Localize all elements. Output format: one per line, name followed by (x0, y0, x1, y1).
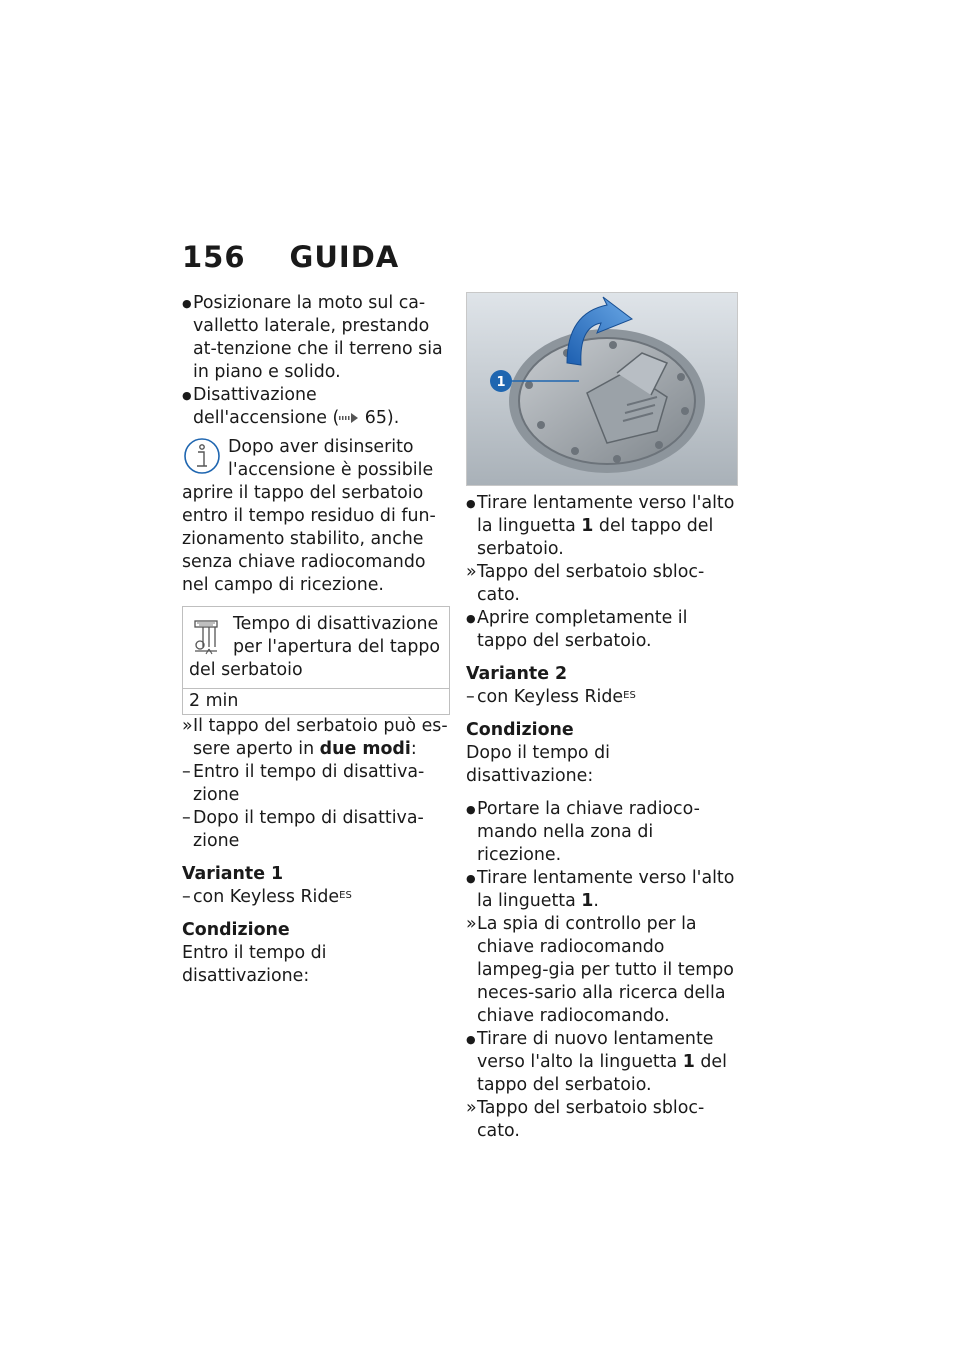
bullet-marker: ● (466, 497, 476, 510)
spacer (466, 788, 740, 798)
page-header (182, 240, 399, 274)
bullet-marker: ● (466, 803, 476, 816)
bullet-marker: ● (466, 612, 476, 625)
result-item: » Tappo del serbatoio sbloc-cato. (466, 562, 705, 605)
dash-item: – Dopo il tempo di disattiva-zione (182, 808, 424, 851)
variant-heading: Variante 1 (182, 864, 284, 884)
list-item: ● Tirare di nuovo lentamente verso l'alto la linguetta 1 del tappo del serbatoio. (466, 1029, 727, 1095)
variant-heading: Variante 2 (466, 664, 568, 684)
note-text: Dopo aver disinserito l'accensione è possibile aprire il tappo del serbatoio entro il tempo residuo di fun-zionamento stabilito, anche senza chiave radiocomando nel campo di ricezione. (182, 437, 436, 595)
result-item: » La spia di controllo per la chiave radiocomando lampeg-gia per tutto il tempo neces-sario alla ricerca della chiave radiocomando. (466, 914, 734, 1026)
bullet-marker: ● (466, 872, 476, 885)
spec-table (182, 606, 450, 715)
right-column (466, 292, 740, 1143)
section-title: GUIDA (289, 240, 400, 274)
result-marker: » (466, 562, 477, 582)
list-item: ● Disattivazione dell'accensione ( 65). (182, 385, 400, 428)
condition-heading: Condizione (182, 920, 290, 940)
page-number: 156 (182, 240, 246, 274)
result-marker: » (466, 1098, 477, 1118)
list-item: ● Tirare lentamente verso l'alto la linguetta 1. (466, 868, 735, 911)
condition-text: Entro il tempo di disattivazione: (182, 943, 327, 986)
dash-marker: – (182, 887, 191, 907)
info-icon (182, 436, 220, 476)
bullet-marker: ● (182, 389, 192, 402)
fuel-timer-icon (189, 613, 225, 657)
fuel-cap-illustration (467, 293, 737, 485)
info-note (182, 436, 450, 597)
list-item: ● Tirare lentamente verso l'alto la linguetta 1 del tappo del serbatoio. (466, 493, 735, 559)
dash-item: – con Keyless Ride$^{ES}$ (466, 687, 636, 707)
dash-item: – con Keyless Ride$^{ES}$ (182, 887, 352, 907)
figure-callout: 1 (496, 375, 506, 390)
fuel-cap-figure (466, 292, 738, 486)
bullet-marker: ● (182, 297, 192, 310)
result-marker: » (182, 716, 193, 736)
list-item: ● Aprire completamente il tappo del serbatoio. (466, 608, 688, 651)
list-item: ● Posizionare la moto sul ca-valletto laterale, prestando at-tenzione che il terreno sia in piano e solido. (182, 293, 443, 382)
condition-heading: Condizione (466, 720, 574, 740)
left-column (182, 292, 450, 988)
spec-title: Tempo di disattivazione per l'apertura del tappo del serbatoio (189, 614, 441, 680)
spec-header (183, 607, 449, 689)
list-item: ● Portare la chiave radioco-mando nella zona di ricezione. (466, 799, 700, 865)
result-item: » Il tappo del serbatoio può es-sere aperto in due modi: (182, 716, 448, 759)
dash-marker: – (182, 762, 191, 782)
dash-marker: – (182, 808, 191, 828)
result-item: » Tappo del serbatoio sbloc-cato. (466, 1098, 705, 1141)
result-marker: » (466, 914, 477, 934)
spec-value: 2 min (189, 691, 239, 711)
dash-item: – Entro il tempo di disattiva-zione (182, 762, 425, 805)
dash-marker: – (466, 687, 475, 707)
arrow-right-icon (339, 412, 359, 424)
condition-text: Dopo il tempo di disattivazione: (466, 743, 610, 786)
bullet-marker: ● (466, 1033, 476, 1046)
